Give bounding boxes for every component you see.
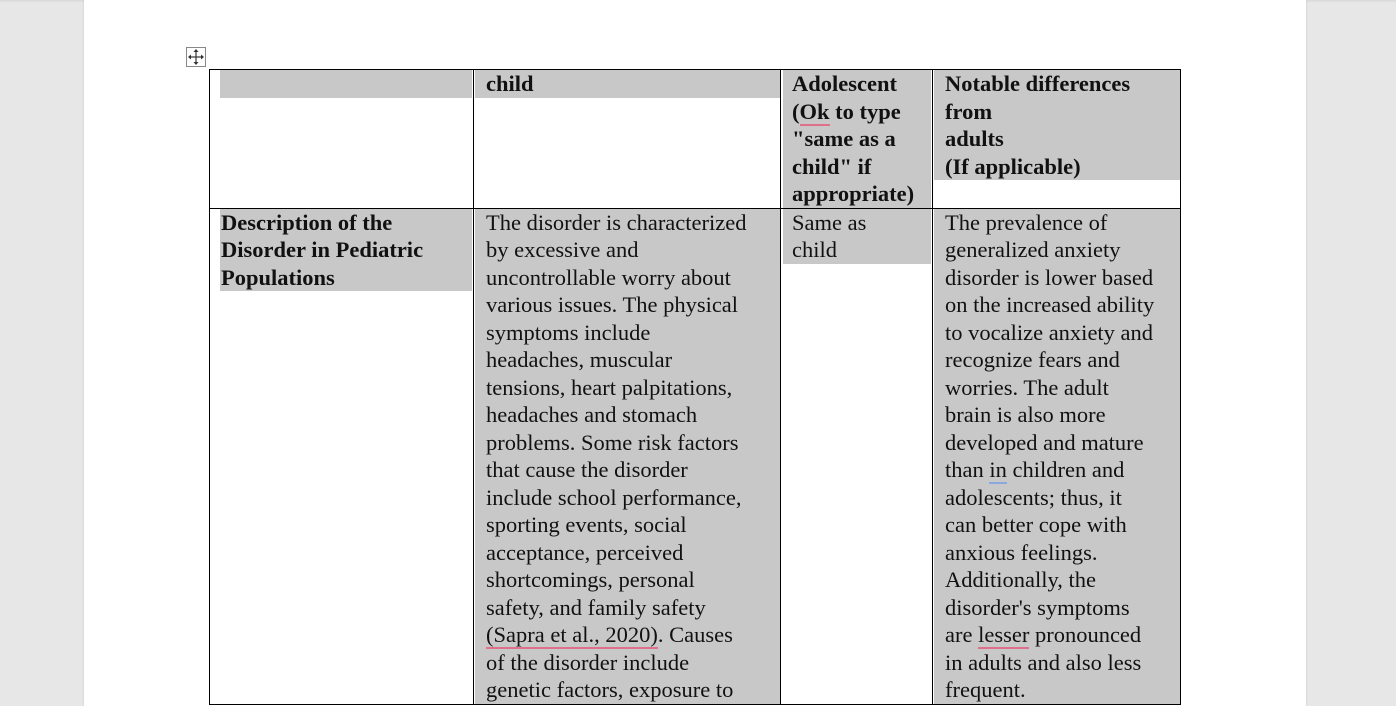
text-segment: acceptance, perceived bbox=[486, 539, 684, 565]
table-header-row bbox=[210, 70, 1181, 209]
text-line bbox=[945, 346, 1180, 374]
text-segment: appropriate) bbox=[792, 181, 915, 206]
text-segment: The prevalence of bbox=[945, 209, 1108, 235]
text-line bbox=[486, 319, 780, 347]
cell-text bbox=[475, 209, 780, 704]
text-line bbox=[486, 484, 780, 512]
text-line bbox=[486, 209, 780, 237]
text-segment: Adolescent bbox=[792, 71, 897, 96]
text-line bbox=[486, 676, 780, 704]
text-segment: Disorder in Pediatric bbox=[221, 237, 424, 262]
text-segment: children and bbox=[1006, 457, 1125, 482]
text-line bbox=[945, 621, 1180, 649]
text-segment: Additionally, the bbox=[945, 567, 1097, 592]
text-segment: can better cope with bbox=[945, 512, 1127, 537]
disorder-comparison-table bbox=[209, 69, 1181, 705]
text-line bbox=[221, 264, 472, 292]
text-line bbox=[792, 153, 931, 181]
text-segment: on the increased ability bbox=[945, 292, 1155, 317]
text-line bbox=[792, 236, 931, 264]
text-segment: child bbox=[792, 237, 837, 262]
header-cell-differences[interactable] bbox=[933, 70, 1181, 209]
text-segment: Populations bbox=[221, 264, 335, 290]
text-line bbox=[945, 98, 1180, 126]
spelling-flagged-text: Ok bbox=[799, 98, 830, 124]
text-segment: child bbox=[486, 71, 534, 96]
text-line bbox=[486, 374, 780, 402]
text-line bbox=[792, 98, 931, 126]
text-segment: ( bbox=[792, 98, 800, 124]
row-label-cell[interactable] bbox=[210, 208, 474, 704]
text-segment: adolescents; thus, it bbox=[945, 484, 1122, 510]
text-line bbox=[945, 456, 1180, 484]
text-line bbox=[945, 566, 1180, 594]
text-segment: recognize fears and bbox=[945, 347, 1120, 372]
adult-differences-cell[interactable] bbox=[933, 208, 1181, 704]
text-line bbox=[945, 236, 1180, 264]
cell-text bbox=[934, 70, 1180, 180]
text-segment: symptoms include bbox=[486, 319, 651, 345]
text-line bbox=[486, 649, 780, 677]
text-line bbox=[486, 429, 780, 457]
text-segment: to type bbox=[829, 98, 901, 124]
text-line bbox=[945, 70, 1180, 98]
text-line bbox=[792, 180, 931, 208]
text-line bbox=[945, 429, 1180, 457]
spelling-flagged-text: lesser bbox=[978, 622, 1030, 647]
text-segment: include school performance, bbox=[486, 484, 742, 510]
text-line bbox=[945, 374, 1180, 402]
grammar-flagged-text: in bbox=[989, 457, 1007, 482]
text-segment: than bbox=[945, 457, 990, 482]
cell-text bbox=[783, 70, 931, 208]
text-segment: disorder's symptoms bbox=[945, 594, 1130, 620]
text-segment: by excessive and bbox=[486, 237, 639, 262]
text-segment: child" if bbox=[792, 153, 872, 179]
text-line bbox=[486, 401, 780, 429]
text-line bbox=[221, 209, 472, 237]
cell-text bbox=[783, 209, 931, 264]
text-line bbox=[792, 125, 931, 153]
text-line bbox=[945, 594, 1180, 622]
text-segment: genetic factors, exposure to bbox=[486, 677, 734, 702]
text-segment: in adults and also less bbox=[945, 649, 1142, 675]
text-segment: . Causes bbox=[657, 622, 733, 647]
text-line bbox=[792, 70, 931, 98]
text-segment: of the disorder include bbox=[486, 649, 690, 675]
text-segment: tensions, heart palpitations, bbox=[486, 374, 733, 400]
text-segment: headaches, muscular bbox=[486, 347, 673, 372]
text-line bbox=[486, 291, 780, 319]
text-line bbox=[486, 456, 780, 484]
text-segment: Notable differences bbox=[945, 71, 1131, 96]
text-segment: The disorder is characterized bbox=[486, 209, 747, 235]
text-line bbox=[221, 70, 472, 98]
cell-text bbox=[220, 209, 472, 292]
text-line bbox=[945, 291, 1180, 319]
text-line bbox=[945, 649, 1180, 677]
text-line bbox=[945, 401, 1180, 429]
text-line bbox=[486, 264, 780, 292]
cell-text bbox=[934, 209, 1180, 704]
spelling-flagged-text: (Sapra et al., 2020) bbox=[486, 622, 658, 647]
text-segment: "same as a bbox=[792, 126, 896, 151]
text-line bbox=[486, 566, 780, 594]
adolescent-description-cell[interactable] bbox=[781, 208, 933, 704]
text-segment: frequent. bbox=[945, 677, 1026, 702]
text-line bbox=[486, 539, 780, 567]
text-segment: shortcomings, personal bbox=[486, 567, 695, 592]
text-segment: from bbox=[945, 98, 993, 124]
text-line bbox=[221, 236, 472, 264]
table-row-description bbox=[210, 208, 1181, 704]
text-line bbox=[945, 539, 1180, 567]
text-line bbox=[486, 511, 780, 539]
text-line bbox=[486, 70, 780, 98]
cell-text bbox=[220, 70, 472, 98]
table-move-handle-icon[interactable] bbox=[186, 47, 206, 67]
text-line bbox=[945, 209, 1180, 237]
header-cell-child[interactable] bbox=[474, 70, 781, 209]
text-segment: disorder is lower based bbox=[945, 264, 1154, 290]
text-segment: (If applicable) bbox=[945, 153, 1081, 179]
cell-text bbox=[475, 70, 780, 98]
text-line bbox=[945, 319, 1180, 347]
text-line bbox=[486, 621, 780, 649]
text-segment: Description of the bbox=[221, 209, 393, 235]
text-segment: generalized anxiety bbox=[945, 237, 1121, 262]
text-segment: brain is also more bbox=[945, 402, 1106, 427]
text-segment: to vocalize anxiety and bbox=[945, 319, 1154, 345]
text-line bbox=[486, 236, 780, 264]
text-segment: Same as bbox=[792, 209, 867, 235]
text-segment: headaches and stomach bbox=[486, 402, 698, 427]
text-line bbox=[486, 346, 780, 374]
text-line bbox=[792, 209, 931, 237]
text-segment: worries. The adult bbox=[945, 374, 1109, 400]
text-segment: uncontrollable worry about bbox=[486, 264, 731, 290]
text-line bbox=[486, 594, 780, 622]
text-segment: anxious feelings. bbox=[945, 539, 1098, 565]
text-segment: adults bbox=[945, 126, 1004, 151]
text-line bbox=[945, 153, 1180, 181]
text-segment: are bbox=[945, 622, 979, 647]
child-description-cell[interactable] bbox=[474, 208, 781, 704]
text-segment: problems. Some risk factors bbox=[486, 429, 739, 455]
text-segment: various issues. The physical bbox=[486, 292, 739, 317]
text-segment: sporting events, social bbox=[486, 512, 687, 537]
text-segment: developed and mature bbox=[945, 429, 1144, 455]
text-line bbox=[945, 484, 1180, 512]
text-line bbox=[945, 125, 1180, 153]
header-cell-blank[interactable] bbox=[210, 70, 474, 209]
text-line bbox=[945, 264, 1180, 292]
text-line bbox=[945, 511, 1180, 539]
text-line bbox=[945, 676, 1180, 704]
text-segment: that cause the disorder bbox=[486, 457, 688, 482]
header-cell-adolescent[interactable] bbox=[781, 70, 933, 209]
text-segment: safety, and family safety bbox=[486, 594, 706, 620]
text-segment: pronounced bbox=[1029, 622, 1142, 647]
